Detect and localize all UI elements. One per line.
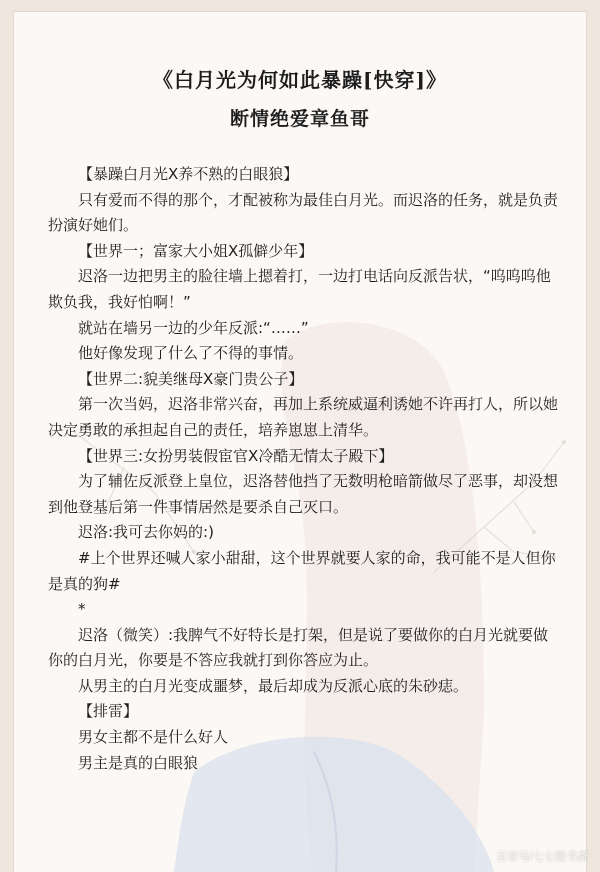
section-heading: 【世界二:貌美继母X豪门贵公子】 [78, 369, 304, 388]
paragraph: 只有爱而不得的那个，才配被称为最佳白月光。而迟洛的任务，就是负责扮演好她们。 [48, 190, 559, 235]
book-title: 《白月光为何如此暴躁[快穿]》 [153, 68, 447, 92]
section-heading: 【世界三:女扮男装假宦官X冷酷无情太子殿下】 [78, 446, 394, 465]
paragraph: 第一次当妈，迟洛非常兴奋，再加上系统威逼利诱她不许再打人，所以她决定勇敢的承担起自己的责任，培养崽崽上清华。 [48, 395, 559, 439]
section-heading: 【排雷】 [78, 702, 139, 721]
paragraph: * [78, 600, 86, 619]
paragraph: 迟洛（微笑）:我脾气不好特长是打架，但是说了要做你的白月光就要做你的白月光，你要是不答应我就打到你答应为止。 [48, 625, 549, 670]
paragraph: 他好像发现了什么了不得的事情。 [78, 344, 304, 363]
paragraph: 男主是真的白眼狼 [78, 753, 199, 772]
watermark: 百家号/七七橙书斋 [496, 850, 588, 863]
paragraph: 迟洛:我可去你妈的:) [78, 523, 214, 542]
paragraph: 从男主的白月光变成噩梦，最后却成为反派心底的朱砂痣。 [78, 676, 469, 695]
section-heading: 【暴躁白月光X养不熟的白眼狼】 [78, 165, 299, 183]
paragraph: 就站在墙另一边的少年反派:“……” [78, 318, 309, 337]
page-frame [14, 12, 586, 872]
paragraph: 为了辅佐反派登上皇位，迟洛替他挡了无数明枪暗箭做尽了恶事，却没想到他登基后第一件事情居然是要杀自己灭口。 [48, 472, 559, 516]
paragraph: #上个世界还喊人家小甜甜，这个世界就要人家的命，我可能不是人但你是真的狗# [48, 548, 556, 593]
paragraph: 男女主都不是什么好人 [78, 728, 229, 747]
synopsis-body [48, 162, 558, 776]
section-heading: 【世界一；富家大小姐X孤僻少年】 [78, 241, 314, 260]
paragraph: 迟洛一边把男主的脸往墙上摁着打，一边打电话向反派告状，“呜呜呜他欺负我，我好怕啊！” [48, 267, 551, 311]
author-name: 断情绝爱章鱼哥 [229, 108, 370, 130]
document-content [14, 12, 586, 872]
